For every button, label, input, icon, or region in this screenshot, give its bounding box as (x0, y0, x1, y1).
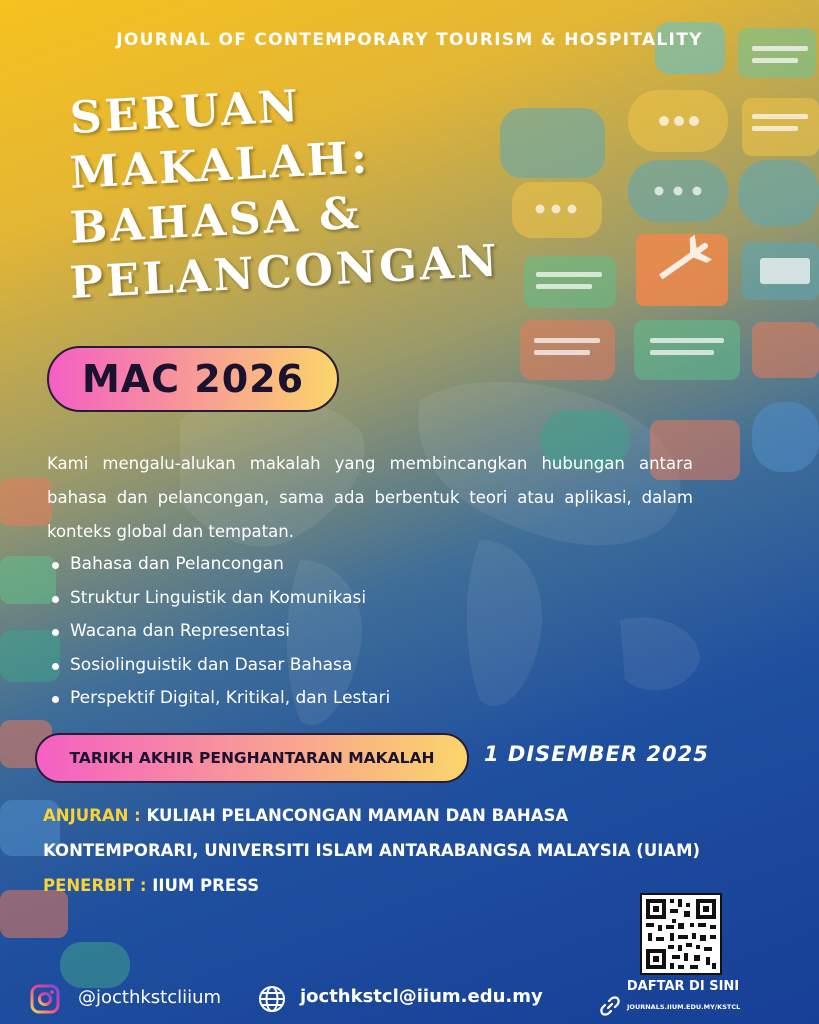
organizer-line-2 (43, 841, 700, 860)
topic-item: Perspektif Digital, Kritikal, dan Lestari (50, 682, 390, 716)
publisher-line (43, 876, 259, 895)
instagram-icon (30, 984, 60, 1014)
organizer-name-1: KULIAH PELANCONGAN MAMAN DAN BAHASA (146, 806, 569, 825)
topic-item: Bahasa dan Pelancongan (50, 548, 390, 582)
qr-code[interactable] (640, 893, 722, 975)
link-icon (600, 996, 620, 1016)
organizer-name-2: KONTEMPORARI, UNIVERSITI ISLAM ANTARABANGSA MALAYSIA (UIAM) (43, 841, 701, 860)
headline-line-4: PELANCONGAN (68, 235, 502, 309)
register-label: DAFTAR DI SINI (626, 979, 740, 994)
journal-title: JOURNAL OF CONTEMPORARY TOURISM & HOSPITALITY (116, 30, 703, 50)
organizer-line-1 (43, 806, 568, 825)
headline-line-1: SERUAN (68, 80, 303, 144)
deadline-date: 1 DISEMBER 2025 (484, 742, 709, 766)
topics-list (50, 548, 390, 716)
intro-paragraph: Kami mengalu-alukan makalah yang membincangkan hubungan antara bahasa dan pelancongan, sama ada berbentuk teori atau aplikasi, dalam konteks global dan tempatan. (47, 453, 693, 541)
contact-email[interactable]: jocthkstcl@iium.edu.my (300, 986, 543, 1007)
deadline-badge (35, 733, 469, 783)
headline-line-3: BAHASA & (68, 187, 363, 254)
instagram-handle[interactable]: @jocthkstcliium (78, 987, 222, 1008)
organizer-label: ANJURAN : (43, 806, 141, 825)
deadline-label: TARIKH AKHIR PENGHANTARAN MAKALAH (69, 749, 435, 767)
edition-badge (47, 346, 339, 412)
globe-icon (257, 984, 287, 1014)
topic-item: Sosiolinguistik dan Dasar Bahasa (50, 649, 390, 683)
publisher-name: IIUM PRESS (152, 876, 260, 895)
topic-item: Struktur Linguistik dan Komunikasi (50, 582, 390, 616)
register-url[interactable]: JOURNALS.IIUM.EDU.MY/KSTCL (627, 1003, 741, 1011)
edition-text: MAC 2026 (81, 357, 305, 401)
headline-line-2: MAKALAH: (68, 132, 372, 199)
qr-code-pattern (642, 895, 720, 973)
topic-item: Wacana dan Representasi (50, 615, 390, 649)
publisher-label: PENERBIT : (43, 876, 147, 895)
